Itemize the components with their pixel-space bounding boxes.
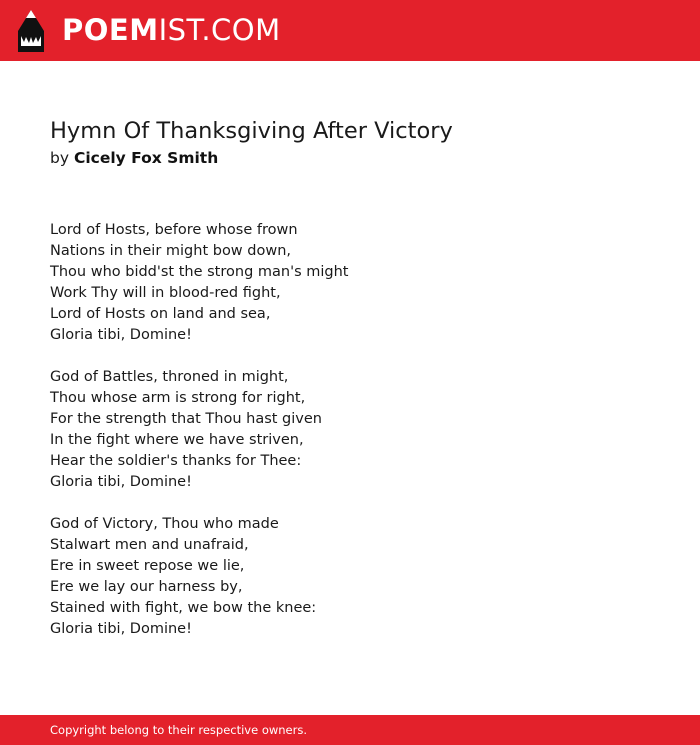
poem-line: Gloria tibi, Domine! bbox=[50, 474, 192, 490]
poem-line: God of Battles, throned in might, bbox=[50, 369, 289, 385]
pencil-tip-icon bbox=[18, 10, 44, 52]
poem-title: Hymn Of Thanksgiving After Victory bbox=[50, 118, 453, 144]
logo-text-strong: POEM bbox=[62, 13, 159, 47]
site-footer bbox=[0, 715, 700, 745]
logo-text-light: IST.COM bbox=[158, 13, 281, 47]
poem-line: Nations in their might bow down, bbox=[50, 243, 292, 259]
poem-line: Lord of Hosts, before whose frown bbox=[50, 222, 298, 238]
poem-line: Stalwart men and unafraid, bbox=[50, 537, 249, 553]
poem-line: Gloria tibi, Domine! bbox=[50, 621, 192, 637]
site-logo-text bbox=[62, 13, 281, 47]
author-link[interactable]: Cicely Fox Smith bbox=[73, 149, 219, 167]
poem-line: In the fight where we have striven, bbox=[50, 432, 304, 448]
poem-line: Lord of Hosts on land and sea, bbox=[50, 306, 271, 322]
poem-body bbox=[50, 220, 670, 640]
poem-line: Stained with fight, we bow the knee: bbox=[50, 600, 317, 616]
poem-line: For the strength that Thou hast given bbox=[50, 411, 322, 427]
byline bbox=[50, 146, 670, 170]
poem-line: Ere in sweet repose we lie, bbox=[50, 558, 245, 574]
stanza bbox=[50, 220, 670, 346]
copyright-text: Copyright belong to their respective owners. bbox=[50, 723, 308, 737]
poem-content bbox=[50, 116, 670, 661]
poem-line: Work Thy will in blood-red fight, bbox=[50, 285, 281, 301]
stanza bbox=[50, 367, 670, 493]
stanza bbox=[50, 514, 670, 640]
poem-line: God of Victory, Thou who made bbox=[50, 516, 279, 532]
poem-line: Thou whose arm is strong for right, bbox=[50, 390, 306, 406]
poem-line: Thou who bidd'st the strong man's might bbox=[50, 264, 349, 280]
site-logo-link[interactable] bbox=[18, 10, 281, 52]
poem-line: Gloria tibi, Domine! bbox=[50, 327, 192, 343]
byline-prefix: by bbox=[50, 149, 70, 167]
site-header bbox=[0, 0, 700, 61]
poem-line: Ere we lay our harness by, bbox=[50, 579, 243, 595]
poem-line: Hear the soldier's thanks for Thee: bbox=[50, 453, 302, 469]
